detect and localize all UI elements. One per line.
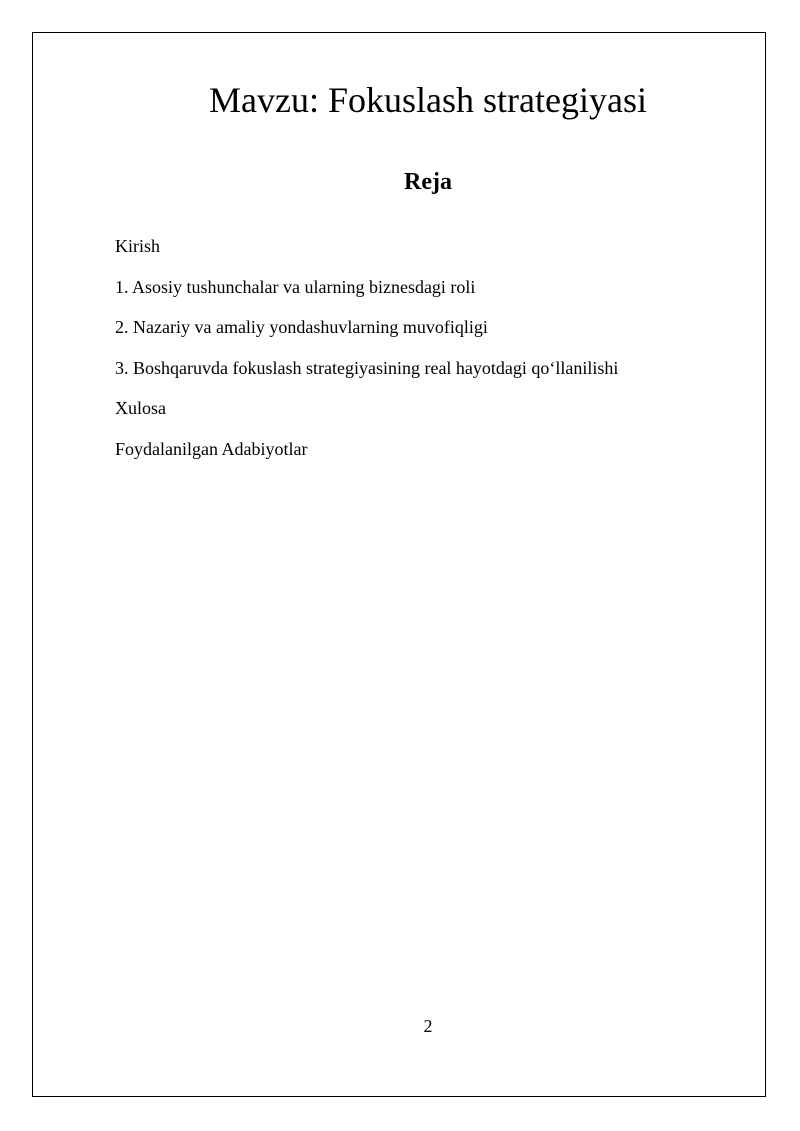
toc-item-1: 1. Asosiy tushunchalar va ularning biznesdagi roli <box>115 276 476 297</box>
document-title: Mavzu: Fokuslash strategiyasi <box>209 80 647 120</box>
toc-item-2: 2. Nazariy va amaliy yondashuvlarning muvofiqligi <box>115 317 488 338</box>
table-of-contents <box>115 234 618 478</box>
toc-item-references: Foydalanilgan Adabiyotlar <box>115 438 308 459</box>
toc-item-introduction: Kirish <box>115 236 160 256</box>
toc-item-3: 3. Boshqaruvda fokuslash strategiyasining real hayotdagi qo‘llanilishi <box>115 357 619 378</box>
toc-item-conclusion: Xulosa <box>115 398 166 419</box>
plan-heading: Reja <box>404 169 452 195</box>
page-number: 2 <box>423 1016 433 1036</box>
